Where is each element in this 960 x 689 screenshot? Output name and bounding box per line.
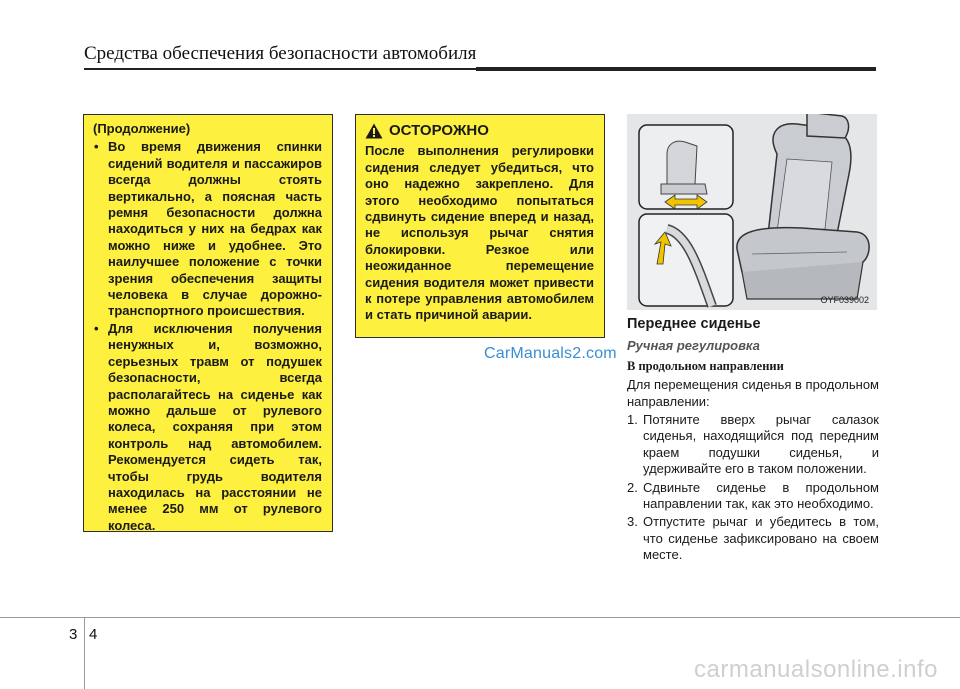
section-title: Переднее сиденье [627, 316, 761, 332]
footer-divider [84, 617, 85, 689]
warning-text: После выполнения регулировки сидения следует убедиться, что оно надежно закреплено. Для этого необходимо попытаться сдвинуть сидение вперед и назад, не используя рычаг снятия блокировки. Резкое или неожиданное перемещение сидения водителя может привести к потере управления автомобилем и стать причиной аварии. [365, 143, 594, 323]
section-number: 3 [69, 626, 78, 643]
note-bullet-2 [93, 321, 322, 534]
watermark-link[interactable]: CarManuals2.com [484, 345, 617, 362]
note-bullet-text: Для исключения получения ненужных и, возможно, серьезных травм от подушек безопасности, всегда располагайтесь на сиденье как можно дальше от рулевого колеса, сохраняя при этом контроль над автомобилем. Рекомендуется сидеть так, чтобы грудь водителя находилась на расстоянии не менее 250 мм от рулевого колеса. [108, 320, 322, 533]
page-number: 4 [89, 626, 98, 643]
bullet-glyph: • [94, 139, 99, 155]
step-text: Отпустите рычаг и убедитесь в том, что сиденье зафиксировано на своем месте. [643, 514, 879, 563]
step-text: Сдвиньте сиденье в продольном направлении так, как это необходимо. [643, 479, 879, 512]
step-text: Потяните вверх рычаг салазок сиденья, находящийся под передним краем подушки сиденья, и удерживайте его в таком положении. [643, 412, 879, 477]
header-rule-accent [476, 67, 876, 71]
seat-drawing [627, 114, 877, 310]
site-watermark: carmanualsonline.info [694, 656, 938, 683]
warning-box [355, 114, 605, 338]
intro-paragraph: Для перемещения сиденья в продольном направлении: [627, 377, 879, 409]
note-bullet-text: Во время движения спинки сидений водителя и пассажиров всегда должны стоять вертикально, а поясная часть ремня безопасности должна находиться у них на бедрах как можно ниже и удобнее. Это наилучшее положение с точки зрения обеспечения защиты человека в случае дорожно-транспортного происшествия. [108, 139, 322, 319]
step-number: 1. [627, 412, 638, 428]
subsection-title: Ручная регулировка [627, 338, 760, 354]
footer-rule [0, 617, 960, 618]
warning-title: ОСТОРОЖНО [389, 122, 489, 139]
continuation-note-box [83, 114, 333, 532]
seat-illustration [627, 114, 877, 310]
subsubsection-title: В продольном направлении [627, 358, 784, 373]
warning-header [365, 123, 594, 139]
step-item-2 [627, 480, 879, 513]
step-number: 2. [627, 479, 638, 495]
warning-triangle-icon [365, 123, 383, 139]
note-bullet-1 [93, 139, 322, 319]
step-item-3 [627, 514, 879, 563]
front-seat-section [627, 316, 879, 566]
step-item-1 [627, 412, 879, 478]
figure-code: OYF039002 [820, 295, 869, 305]
step-number: 3. [627, 514, 638, 530]
bullet-glyph: • [94, 320, 99, 336]
page-header-title: Средства обеспечения безопасности автомобиля [84, 43, 477, 64]
continuation-label: (Продолжение) [93, 121, 191, 136]
